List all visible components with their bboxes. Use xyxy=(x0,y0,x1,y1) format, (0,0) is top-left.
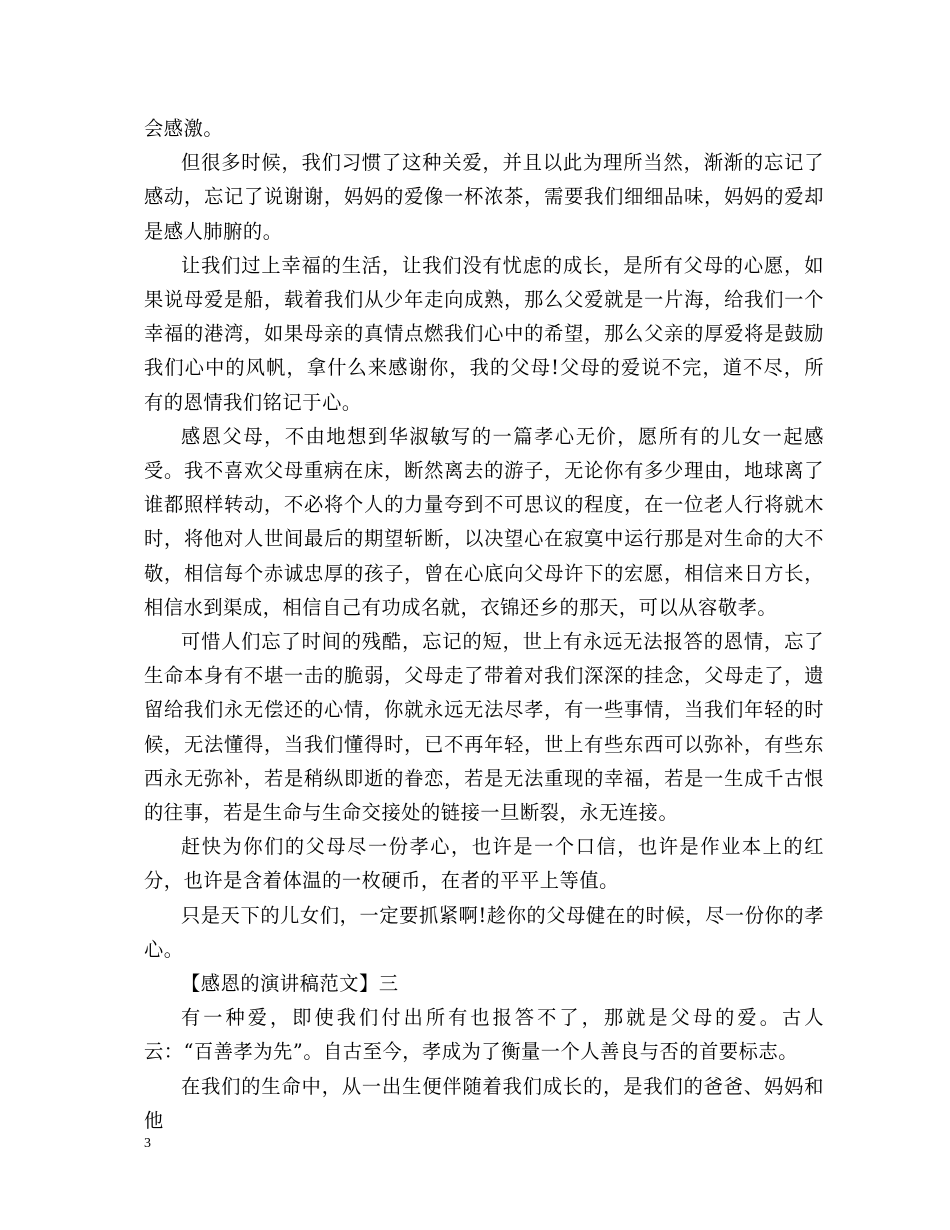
page-number: 3 xyxy=(144,1136,151,1151)
paragraph-7: 只是天下的儿女们，一定要抓紧啊!趁你的父母健在的时候，尽一份你的孝心。 xyxy=(144,903,824,961)
paragraph-2: 但很多时候，我们习惯了这种关爱，并且以此为理所当然，渐渐的忘记了感动，忘记了说谢谢，妈妈的爱像一杯浓茶，需要我们细细品味，妈妈的爱却是感人肺腑的。 xyxy=(144,151,824,243)
paragraph-5: 可惜人们忘了时间的残酷，忘记的短，世上有永远无法报答的恩情，忘了生命本身有不堪一击的脆弱，父母走了带着对我们深深的挂念，父母走了，遗留给我们永无偿还的心情，你就永远无法尽孝，有一些事情，当我们年轻的时候，无法懂得，当我们懂得时，已不再年轻，世上有些东西可以弥补，有些东西永无弥补，若是稍纵即逝的眷恋，若是无法重现的幸福，若是一生成千古恨的往事，若是生命与生命交接处的链接一旦断裂，永无连接。 xyxy=(144,630,824,825)
paragraph-9: 有一种爱，即使我们付出所有也报答不了，那就是父母的爱。古人云：“百善孝为先”。自古至今，孝成为了衡量一个人善良与否的首要标志。 xyxy=(144,1006,824,1064)
paragraph-4: 感恩父母，不由地想到华淑敏写的一篇孝心无价，愿所有的儿女一起感受。我不喜欢父母重病在床，断然离去的游子，无论你有多少理由，地球离了谁都照样转动，不必将个人的力量夸到不可思议的程度，在一位老人行将就木时，将他对人世间最后的期望斩断，以决望心在寂寞中运行那是对生命的大不敬，相信每个赤诚忠厚的孩子，曾在心底向父母许下的宏愿，相信来日方长，相信水到渠成，相信自己有功成名就，衣锦还乡的那天，可以从容敬孝。 xyxy=(144,424,824,619)
document-body xyxy=(144,112,824,1138)
paragraph-3: 让我们过上幸福的生活，让我们没有忧虑的成长，是所有父母的心愿，如果说母爱是船，载着我们从少年走向成熟，那么父爱就是一片海，给我们一个幸福的港湾，如果母亲的真情点燃我们心中的希望，那么父亲的厚爱将是鼓励我们心中的风帆，拿什么来感谢你，我的父母!父母的爱说不完，道不尽，所有的恩情我们铭记于心。 xyxy=(144,253,824,414)
section-heading: 【感恩的演讲稿范文】三 xyxy=(181,972,399,996)
paragraph-6: 赶快为你们的父母尽一份孝心，也许是一个口信，也许是作业本上的红分，也许是含着体温的一枚硬币，在者的平平上等值。 xyxy=(144,835,824,893)
paragraph-10: 在我们的生命中，从一出生便伴随着我们成长的，是我们的爸爸、妈妈和他 xyxy=(144,1074,824,1132)
paragraph-1: 会感激。 xyxy=(144,117,224,140)
